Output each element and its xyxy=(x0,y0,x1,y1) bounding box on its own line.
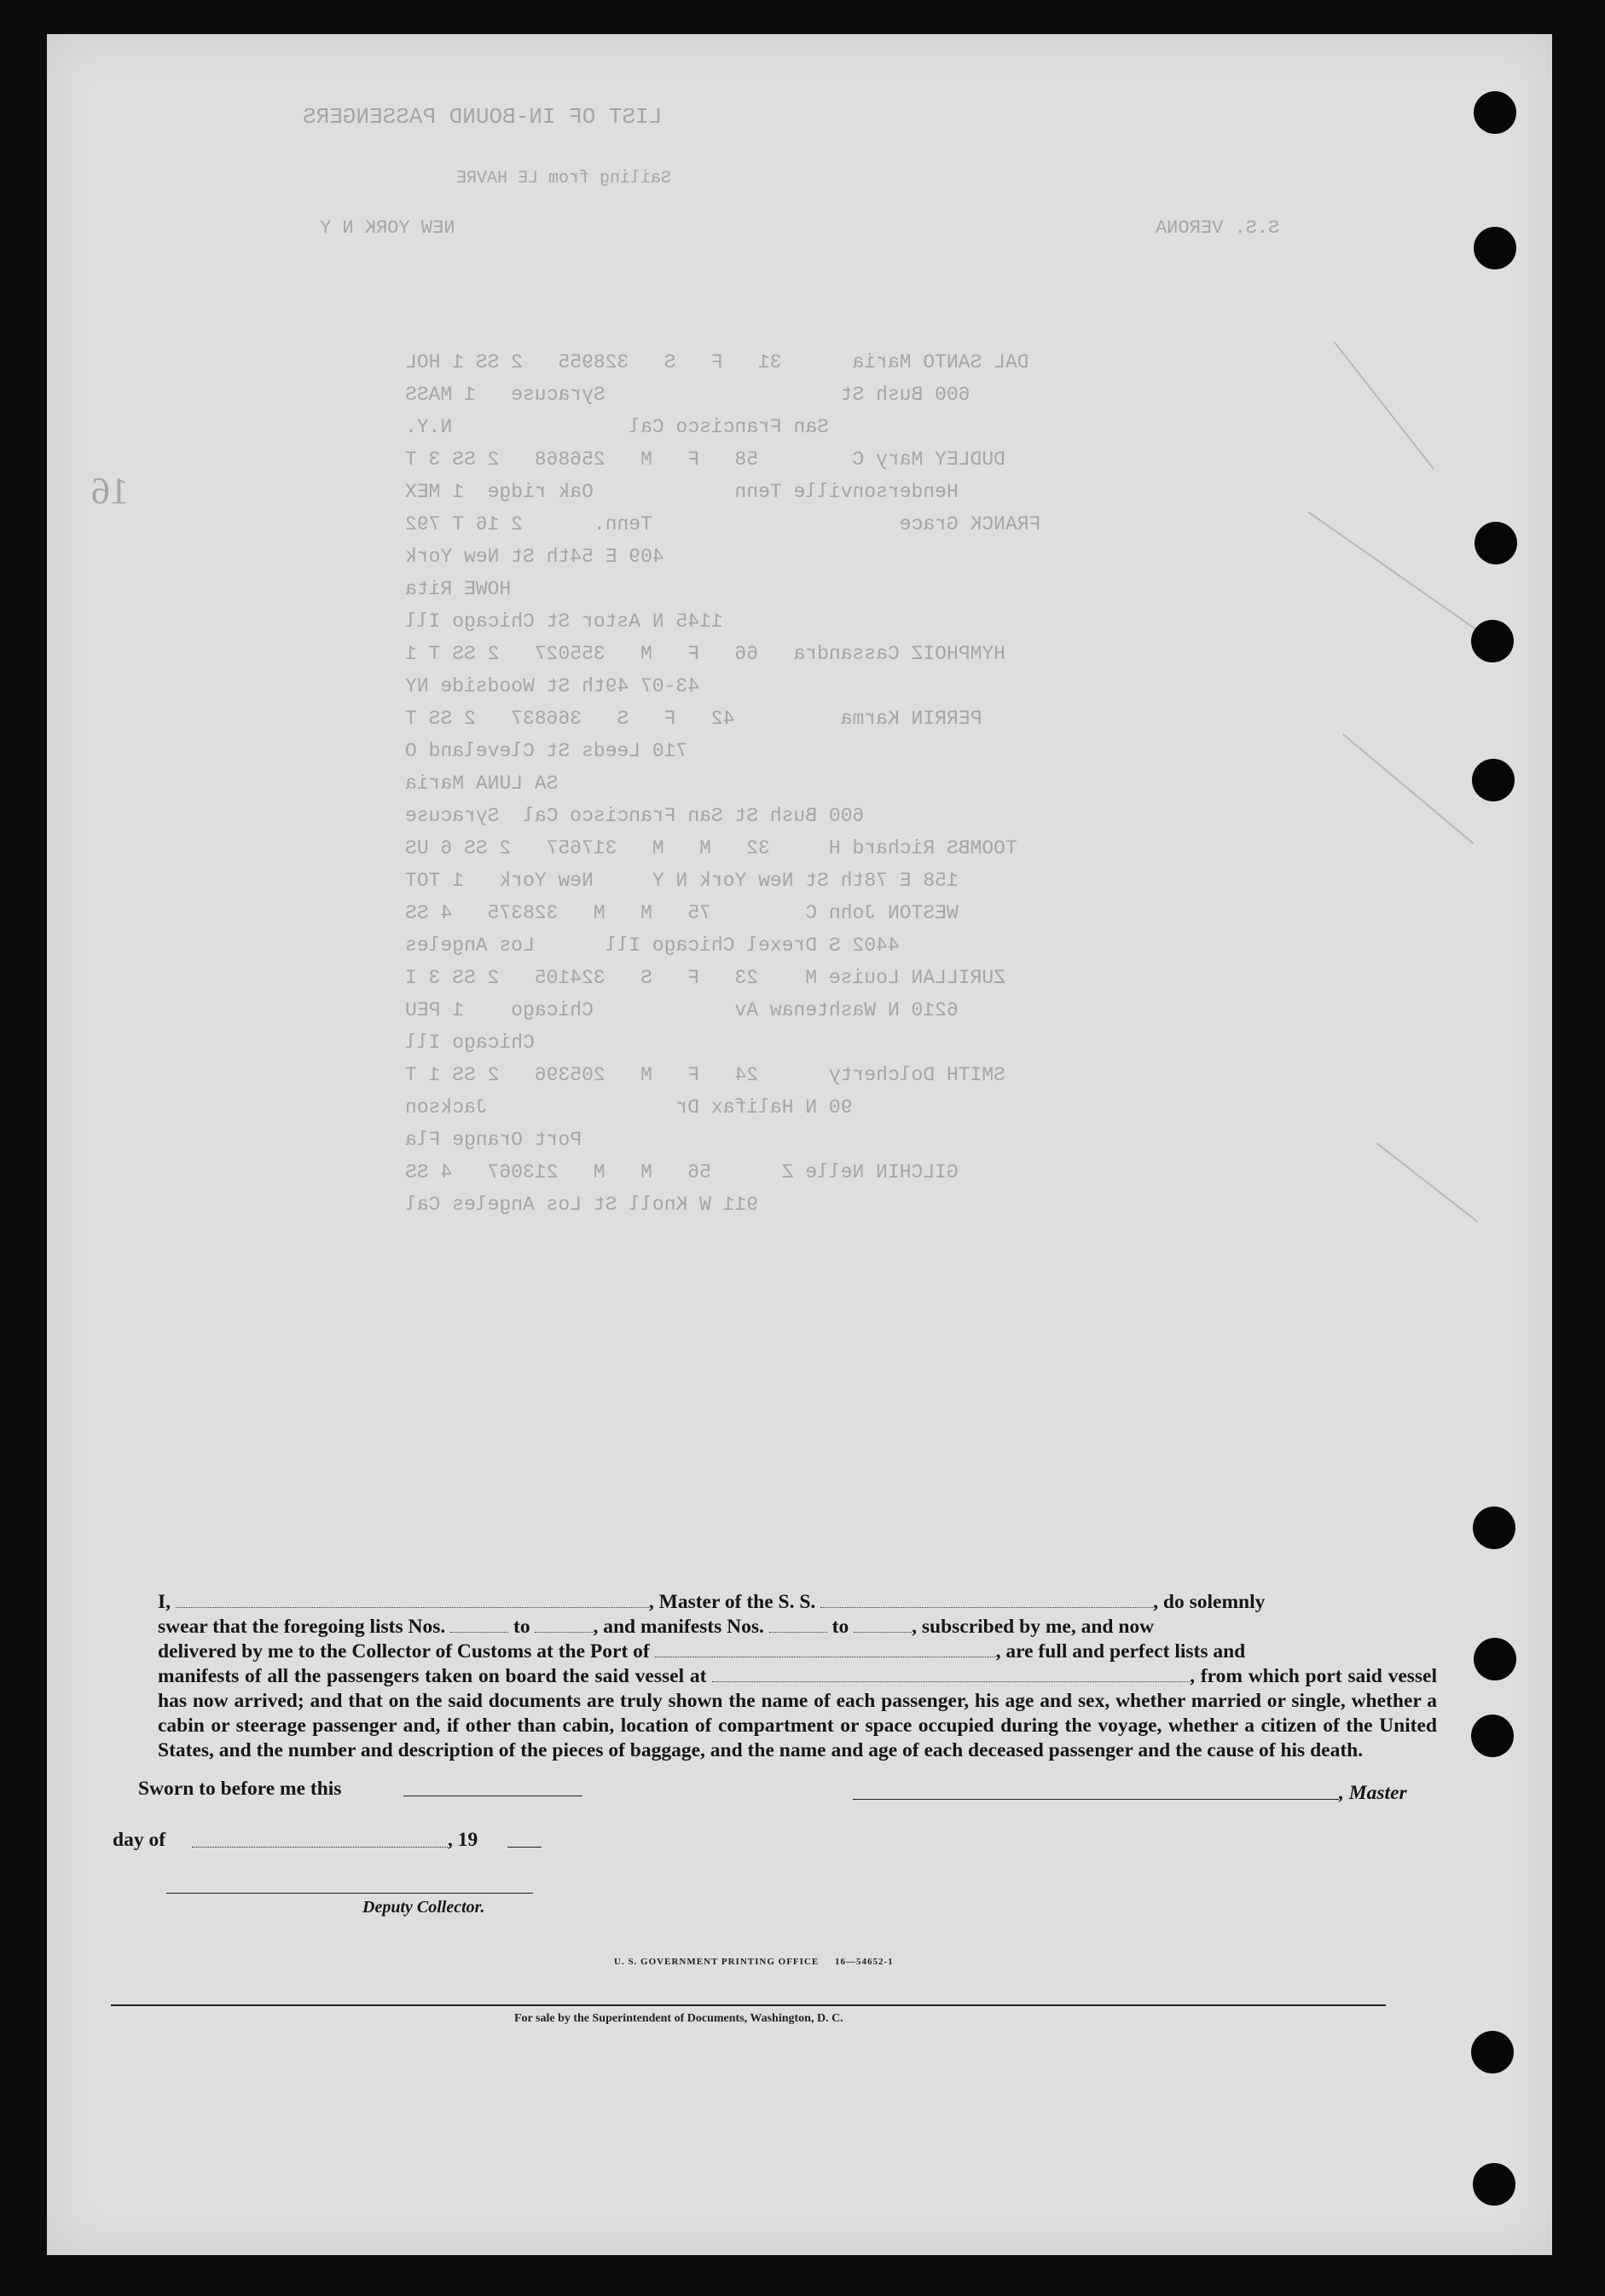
bleed-row: SA LUNA Maria xyxy=(405,772,559,795)
bleed-page-number: 16 xyxy=(91,470,129,512)
bleed-stroke xyxy=(1342,733,1474,844)
oath-do-solemnly: , do solemnly xyxy=(1153,1591,1266,1613)
bleed-row: 158 E 78th St New York N Y New York 1 TOT xyxy=(405,870,982,892)
bleed-vessel: S.S. VERONA xyxy=(1156,217,1280,239)
manifest-no-to-field[interactable] xyxy=(854,1616,912,1633)
bleed-row: ZURILLAN Louise M 23 F S 324105 2 SS 3 I xyxy=(405,967,1005,989)
oath-full-perfect: , are full and perfect lists and xyxy=(995,1640,1246,1663)
oath-and-manifests: , and manifests Nos. xyxy=(593,1616,764,1638)
manifest-sheet xyxy=(47,34,1552,2255)
binder-hole xyxy=(1471,620,1514,662)
sworn-label: Sworn to before me this xyxy=(138,1778,342,1800)
bleed-port: NEW YORK N Y xyxy=(320,217,455,239)
bleed-row: Hendersonville Tenn Oak ridge 1 MEX xyxy=(405,481,982,503)
bleed-stroke xyxy=(1376,1142,1478,1223)
bleed-row: WESTON John C 75 M M 328375 4 SS xyxy=(405,902,959,924)
oath-swear: swear that the foregoing lists Nos. xyxy=(158,1616,446,1638)
sale-notice: For sale by the Superintendent of Documents, Washington, D. C. xyxy=(514,2012,843,2025)
oath-subscribed: , subscribed by me, and now xyxy=(912,1616,1155,1638)
master-signature-field[interactable] xyxy=(853,1799,1339,1800)
bleed-row: 600 Bush St San Francisco Cal Syracuse xyxy=(405,805,888,827)
bleed-row: 1145 N Astor St Chicago Ill xyxy=(405,610,747,633)
binder-hole xyxy=(1471,1715,1514,1757)
bleed-row: DUDLEY Mary C 58 F M 256868 2 SS 3 T xyxy=(405,448,1005,471)
bleed-row: HYMPHOIZ Cassandra 66 F M 355027 2 SS T 1 xyxy=(405,643,1005,665)
bleed-row: FRANCK Grace Tenn. 2 16 T 792 xyxy=(405,513,1041,535)
bleed-row: TOOMBS Richard H 32 M M 317657 2 SS 6 US xyxy=(405,837,1017,859)
oath-from-which: , from which xyxy=(1190,1665,1300,1687)
port-field[interactable] xyxy=(655,1641,996,1657)
bleed-stroke xyxy=(1333,341,1434,470)
binder-hole xyxy=(1474,227,1516,269)
binder-hole xyxy=(1473,1507,1515,1549)
oath-master-of: , Master of the S. S. xyxy=(648,1591,816,1613)
year-label: , 19 xyxy=(448,1829,478,1851)
bleed-row: San Francisco Cal N.Y. xyxy=(405,416,853,438)
binder-hole xyxy=(1472,759,1515,801)
year-field[interactable] xyxy=(507,1847,542,1848)
bleed-from: Sailing from LE HAVRE xyxy=(456,169,672,188)
binder-hole xyxy=(1474,91,1516,134)
binder-hole xyxy=(1473,2163,1515,2206)
footer-rule xyxy=(111,2004,1386,2006)
bleed-stroke xyxy=(1308,512,1491,640)
bleed-row: 600 Bush St Syracuse 1 MASS xyxy=(405,384,994,406)
manifest-no-from-field[interactable] xyxy=(769,1616,827,1633)
oath-paragraph xyxy=(158,1590,1437,1763)
oath-delivered: delivered by me to the Collector of Customs at the Port of xyxy=(158,1640,650,1663)
bleed-row: 4402 S Drexel Chicago Ill Los Angeles xyxy=(405,934,924,957)
list-no-to-field[interactable] xyxy=(535,1616,593,1633)
bleed-row: SMITH Dolcherty 24 F M 205396 2 SS 1 T xyxy=(405,1064,1005,1086)
list-no-from-field[interactable] xyxy=(450,1616,508,1633)
bleed-row: 43-07 49th St Woodside NY xyxy=(405,675,723,697)
bleed-row: GILCHIN Nelle Z 56 M M 213067 4 SS xyxy=(405,1161,959,1183)
vessel-name-field[interactable] xyxy=(820,1592,1153,1608)
bleed-row: PERRIN Karma 42 F S 366837 2 SS T xyxy=(405,708,982,730)
bleed-row: HOWE Rita xyxy=(405,578,512,600)
binder-hole xyxy=(1471,2031,1514,2073)
master-name-field[interactable] xyxy=(176,1592,649,1608)
binder-hole xyxy=(1474,1638,1516,1680)
day-of-label: day of xyxy=(113,1829,166,1851)
oath-i: I, xyxy=(158,1591,171,1613)
binder-hole xyxy=(1475,522,1517,564)
bleed-row: 90 N Halifax Dr Jackson xyxy=(405,1096,877,1119)
day-of-field[interactable] xyxy=(192,1847,448,1848)
bleed-row: 710 Leeds St Cleveland O xyxy=(405,740,711,762)
deputy-collector-label: Deputy Collector. xyxy=(362,1898,485,1917)
master-signature-label: , Master xyxy=(1339,1782,1407,1804)
bleed-row: 911 W Knoll St Los Angeles Cal xyxy=(405,1194,782,1216)
bleed-header: LIST OF IN-BOUND PASSENGERS xyxy=(303,104,663,130)
bleed-row: 409 E 54th St New York xyxy=(405,546,688,568)
bleed-row: Chicago Ill xyxy=(405,1032,559,1054)
oath-rest: port said vessel has now arrived; and that on the said documents are truly shown the name of each passenger, his age and sex, whether married or single, whether a cabin or steerage passenger and, if other than cabin, location of compartment or space occupied during the voyage, whether a citizen of the United States, and the number and description of the pieces of baggage, and the name and age of each deceased passenger and the cause of his death. xyxy=(158,1665,1438,1761)
oath-manifests-all: manifests of all the passengers taken on board the said vessel at xyxy=(158,1665,707,1687)
oath-to-2: to xyxy=(831,1616,849,1638)
printing-office-line: U. S. GOVERNMENT PRINTING OFFICE 16—54652-1 xyxy=(614,1957,894,1967)
departure-port-field[interactable] xyxy=(712,1666,1190,1682)
bleed-row: Port Orange Fla xyxy=(405,1129,605,1151)
bleed-row: 6210 N Washtenaw Av Chicago 1 PEU xyxy=(405,999,982,1021)
oath-to-1: to xyxy=(513,1616,530,1638)
bleed-row: DAL SANTO Maria 31 F S 328955 2 SS 1 HOL xyxy=(405,351,1029,373)
deputy-signature-field[interactable] xyxy=(166,1893,533,1894)
